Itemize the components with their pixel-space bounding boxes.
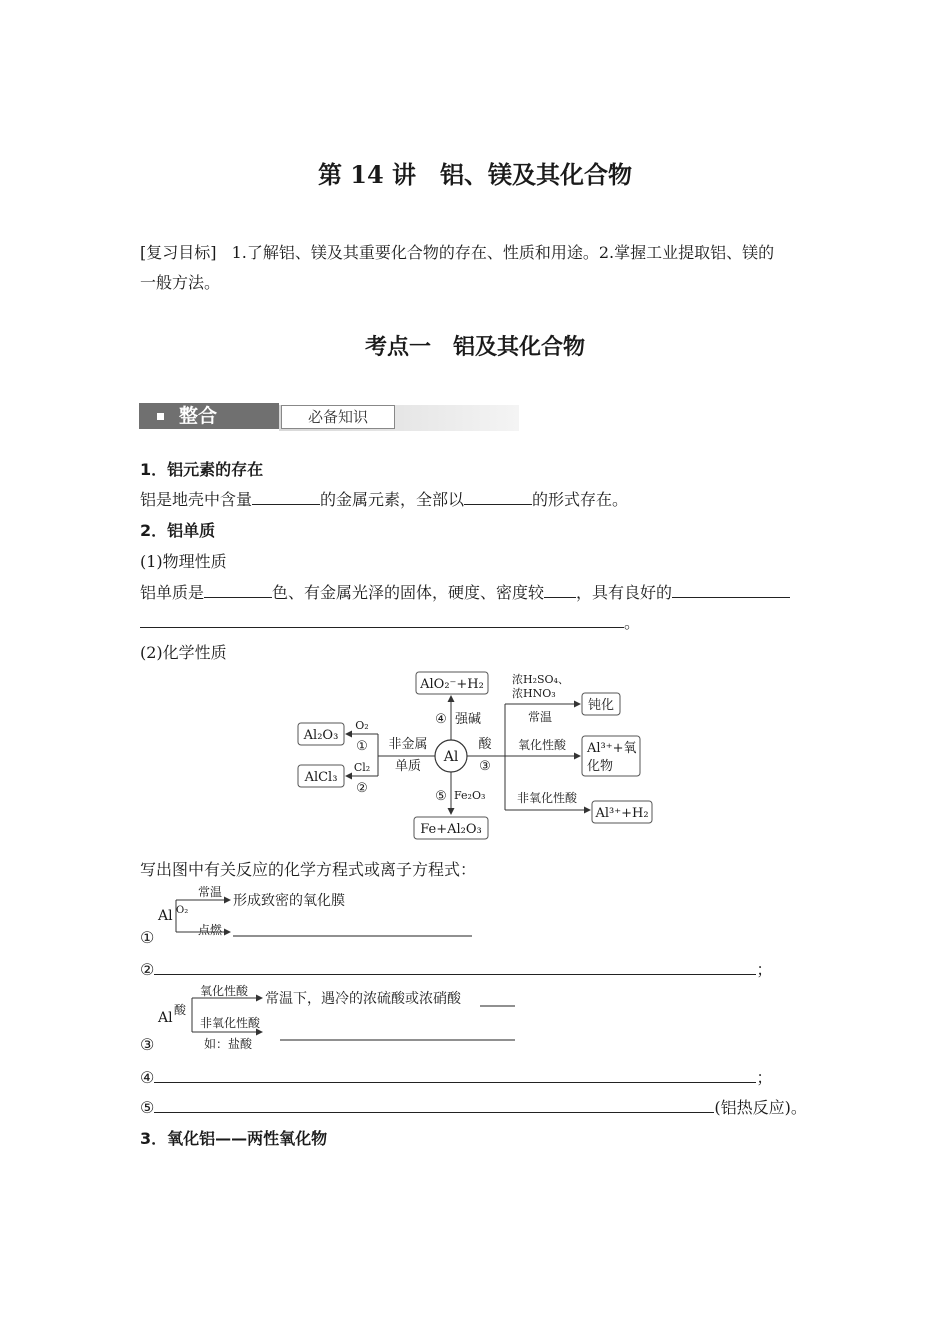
- objectives-line-2: 一般方法。: [140, 273, 221, 292]
- reaction-4-number: ④: [435, 712, 447, 727]
- fill-blank-content[interactable]: [252, 488, 320, 505]
- al-label-2: Al: [158, 1010, 173, 1026]
- alcl3-label: AlCl₃: [304, 770, 338, 785]
- reaction-1-number: ①: [356, 739, 368, 754]
- o2-label: O₂: [355, 719, 369, 732]
- element-label: 单质: [394, 759, 422, 774]
- oxidizing-result-line-1: Al³⁺+氧: [587, 741, 637, 756]
- al2o3-label: Al₂O₃: [303, 728, 339, 743]
- equation-4-row: [140, 1065, 772, 1088]
- acid-label: 酸: [478, 737, 492, 752]
- nonoxidizing-acid-condition: 非氧化性酸: [200, 1016, 261, 1030]
- physical-text-a: 铝单质是: [140, 583, 205, 602]
- fill-blank-form[interactable]: [464, 488, 532, 505]
- heading-aluminum-existence: 1．铝元素的存在: [140, 460, 264, 479]
- existence-sentence: [140, 487, 628, 510]
- equation-4-number: ④: [140, 1068, 155, 1087]
- thermite-note: (铝热反应)。: [714, 1098, 807, 1117]
- equations-intro: 写出图中有关反应的化学方程式或离子方程式：: [140, 860, 477, 879]
- room-temp-label: 常温: [527, 710, 553, 724]
- oxidizing-acid-condition: 氧化性酸: [200, 984, 249, 998]
- physical-continuation: [140, 610, 640, 633]
- reaction-2-number: ②: [356, 781, 368, 796]
- fill-blank-hardness[interactable]: [544, 581, 576, 598]
- equation-5-number: ⑤: [140, 1098, 155, 1117]
- physical-text-c: ，具有良好的: [576, 583, 673, 602]
- oxide-film-result: 形成致密的氧化膜: [233, 893, 345, 909]
- heading-aluminum-oxide: 3．氧化铝——两性氧化物: [140, 1129, 328, 1148]
- equation-4-semicolon: ；: [756, 1068, 773, 1087]
- room-temp-condition: 常温: [198, 885, 223, 899]
- al-oxygen-diagram: [140, 880, 480, 950]
- equation-5-row: [140, 1095, 807, 1118]
- equation-2-number: ②: [140, 960, 155, 979]
- fe2o3-label: Fe₂O₃: [454, 789, 486, 802]
- conc-h2so4-label: 浓H₂SO₄、: [512, 673, 569, 686]
- existence-text-c: 的形式存在。: [532, 490, 629, 509]
- existence-text-b: 的金属元素，全部以: [320, 490, 465, 509]
- nonmetal-label: 非金属: [388, 737, 428, 752]
- page-title: 第 14 讲 铝、镁及其化合物: [317, 160, 633, 189]
- section-banner: [139, 403, 519, 433]
- square-bullet-icon: [157, 413, 164, 420]
- equation-1-number: ①: [140, 928, 155, 947]
- fill-blank-properties-2[interactable]: [140, 611, 624, 628]
- fill-blank-equation-4[interactable]: [154, 1066, 756, 1083]
- subheading-physical: (1)物理性质: [140, 552, 227, 571]
- o2-condition: O₂: [176, 905, 189, 916]
- equation-2-semicolon: ；: [756, 960, 773, 979]
- objectives-line-1: [140, 240, 774, 263]
- reaction-diagram: [290, 668, 660, 846]
- banner-subtitle: 必备知识: [281, 405, 395, 429]
- al-center-label: Al: [443, 749, 459, 765]
- reaction-3-number: ③: [479, 759, 491, 774]
- section-title: 考点一 铝及其化合物: [364, 334, 585, 360]
- fe-al2o3-label: Fe+Al₂O₃: [420, 822, 482, 837]
- banner-label: 整合: [179, 405, 218, 427]
- aluminate-label: AlO₂⁻+H₂: [420, 677, 484, 692]
- physical-end: 。: [624, 613, 641, 632]
- equation-2-row: [140, 957, 772, 980]
- example-hydrochloric: 如：盐酸: [204, 1037, 253, 1051]
- conc-hno3-label: 浓HNO₃: [512, 687, 556, 700]
- oxidizing-acid-label: 氧化性酸: [517, 738, 567, 752]
- fill-blank-properties-1[interactable]: [672, 581, 790, 598]
- fill-blank-equation-2[interactable]: [154, 958, 756, 975]
- existence-text-a: 铝是地壳中含量: [140, 490, 253, 509]
- heading-aluminum-element: 2．铝单质: [140, 521, 216, 540]
- al-acid-diagram: [140, 984, 530, 1054]
- passivation-label: 钝化: [587, 698, 615, 713]
- equation-3-number: ③: [140, 1035, 155, 1054]
- al-label-1: Al: [158, 908, 173, 924]
- nonoxidizing-acid-label: 非氧化性酸: [516, 791, 578, 805]
- subheading-chemical: (2)化学性质: [140, 643, 227, 662]
- strong-base-label: 强碱: [455, 712, 482, 727]
- cl2-label: Cl₂: [353, 761, 371, 774]
- nonoxidizing-result-label: Al³⁺+H₂: [595, 806, 649, 821]
- fill-blank-equation-5[interactable]: [154, 1096, 714, 1113]
- physical-text-b: 色、有金属光泽的固体，硬度、密度较: [272, 583, 545, 602]
- reaction-5-number: ⑤: [435, 789, 447, 804]
- oxidizing-result-line-2: 化物: [587, 759, 614, 774]
- fill-blank-color[interactable]: [204, 581, 272, 598]
- oxidizing-acid-result: 常温下，遇冷的浓硫酸或浓硝酸: [265, 991, 461, 1007]
- acid-condition: 酸: [174, 1003, 187, 1017]
- ignite-condition: 点燃: [198, 923, 223, 937]
- objectives-tag: [复习目标]: [140, 243, 217, 262]
- objectives-text: 1.了解铝、镁及其重要化合物的存在、性质和用途。2.掌握工业提取铝、镁的: [231, 243, 775, 262]
- physical-sentence: [140, 580, 790, 603]
